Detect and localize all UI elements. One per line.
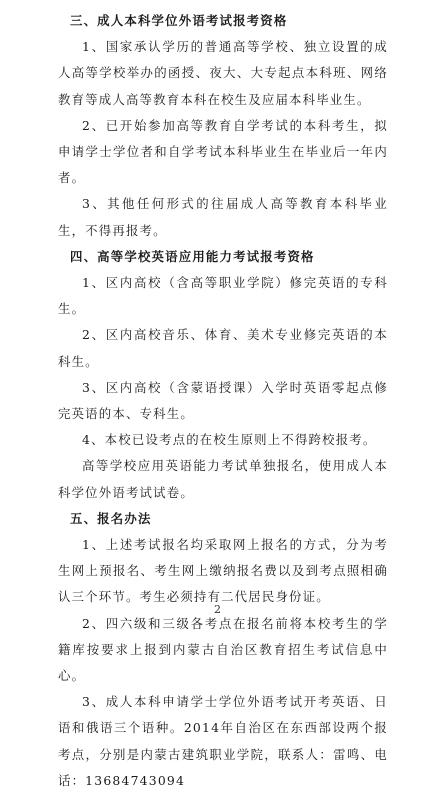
paragraph: 2、区内高校音乐、体育、美术专业修完英语的本科生。 — [58, 327, 388, 369]
paragraph: 3、区内高校（含蒙语授课）入学时英语零起点修完英语的本、专科生。 — [58, 379, 388, 422]
paragraph: 4、本校已设考点的在校生原则上不得跨校报考。 — [82, 432, 377, 448]
paragraph: 3、其他任何形式的往届成人高等教育本科毕业生，不得再报考。 — [58, 196, 388, 238]
paragraph: 3、成人本科申请学士学位外语考试开考英语、日语和俄语三个语种。2014年自治区在东西部设两个报考点，分别是内蒙古建筑职业学院，联系人：雷鸣、电话：13684743094 — [58, 694, 388, 788]
paragraph: 2、四六级和三级各考点在报名前将本校考生的学籍库按要求上报到内蒙古自治区教育招生考试信息中心。 — [58, 615, 388, 684]
paragraph: 1、国家承认学历的普通高等学校、独立设置的成人高等学校举办的函授、夜大、大专起点本科班、网络教育等成人高等教育本科在校生及应届本科毕业生。 — [58, 39, 388, 107]
document-body — [58, 8, 388, 794]
page-number: 2 — [214, 603, 221, 616]
paragraph: 2、已开始参加高等教育自学考试的本科考生，拟申请学士学位者和自学考试本科毕业生在毕业后一年内者。 — [58, 117, 388, 186]
paragraph: 1、上述考试报名均采取网上报名的方式，分为考生网上预报名、考生网上缴纳报名费以及到考点照相确认三个环节。考生必须持有二代居民身份证。 — [58, 537, 388, 605]
section-heading: 五、报名办法 — [70, 510, 152, 526]
paragraph: 1、区内高校（含高等职业学院）修完英语的专科生。 — [58, 275, 388, 317]
paragraph: 高等学校应用英语能力考试单独报名，使用成人本科学位外语考试试卷。 — [58, 458, 388, 500]
section-heading: 三、成人本科学位外语考试报考资格 — [70, 13, 288, 28]
section-heading: 四、高等学校英语应用能力考试报考资格 — [70, 248, 315, 264]
